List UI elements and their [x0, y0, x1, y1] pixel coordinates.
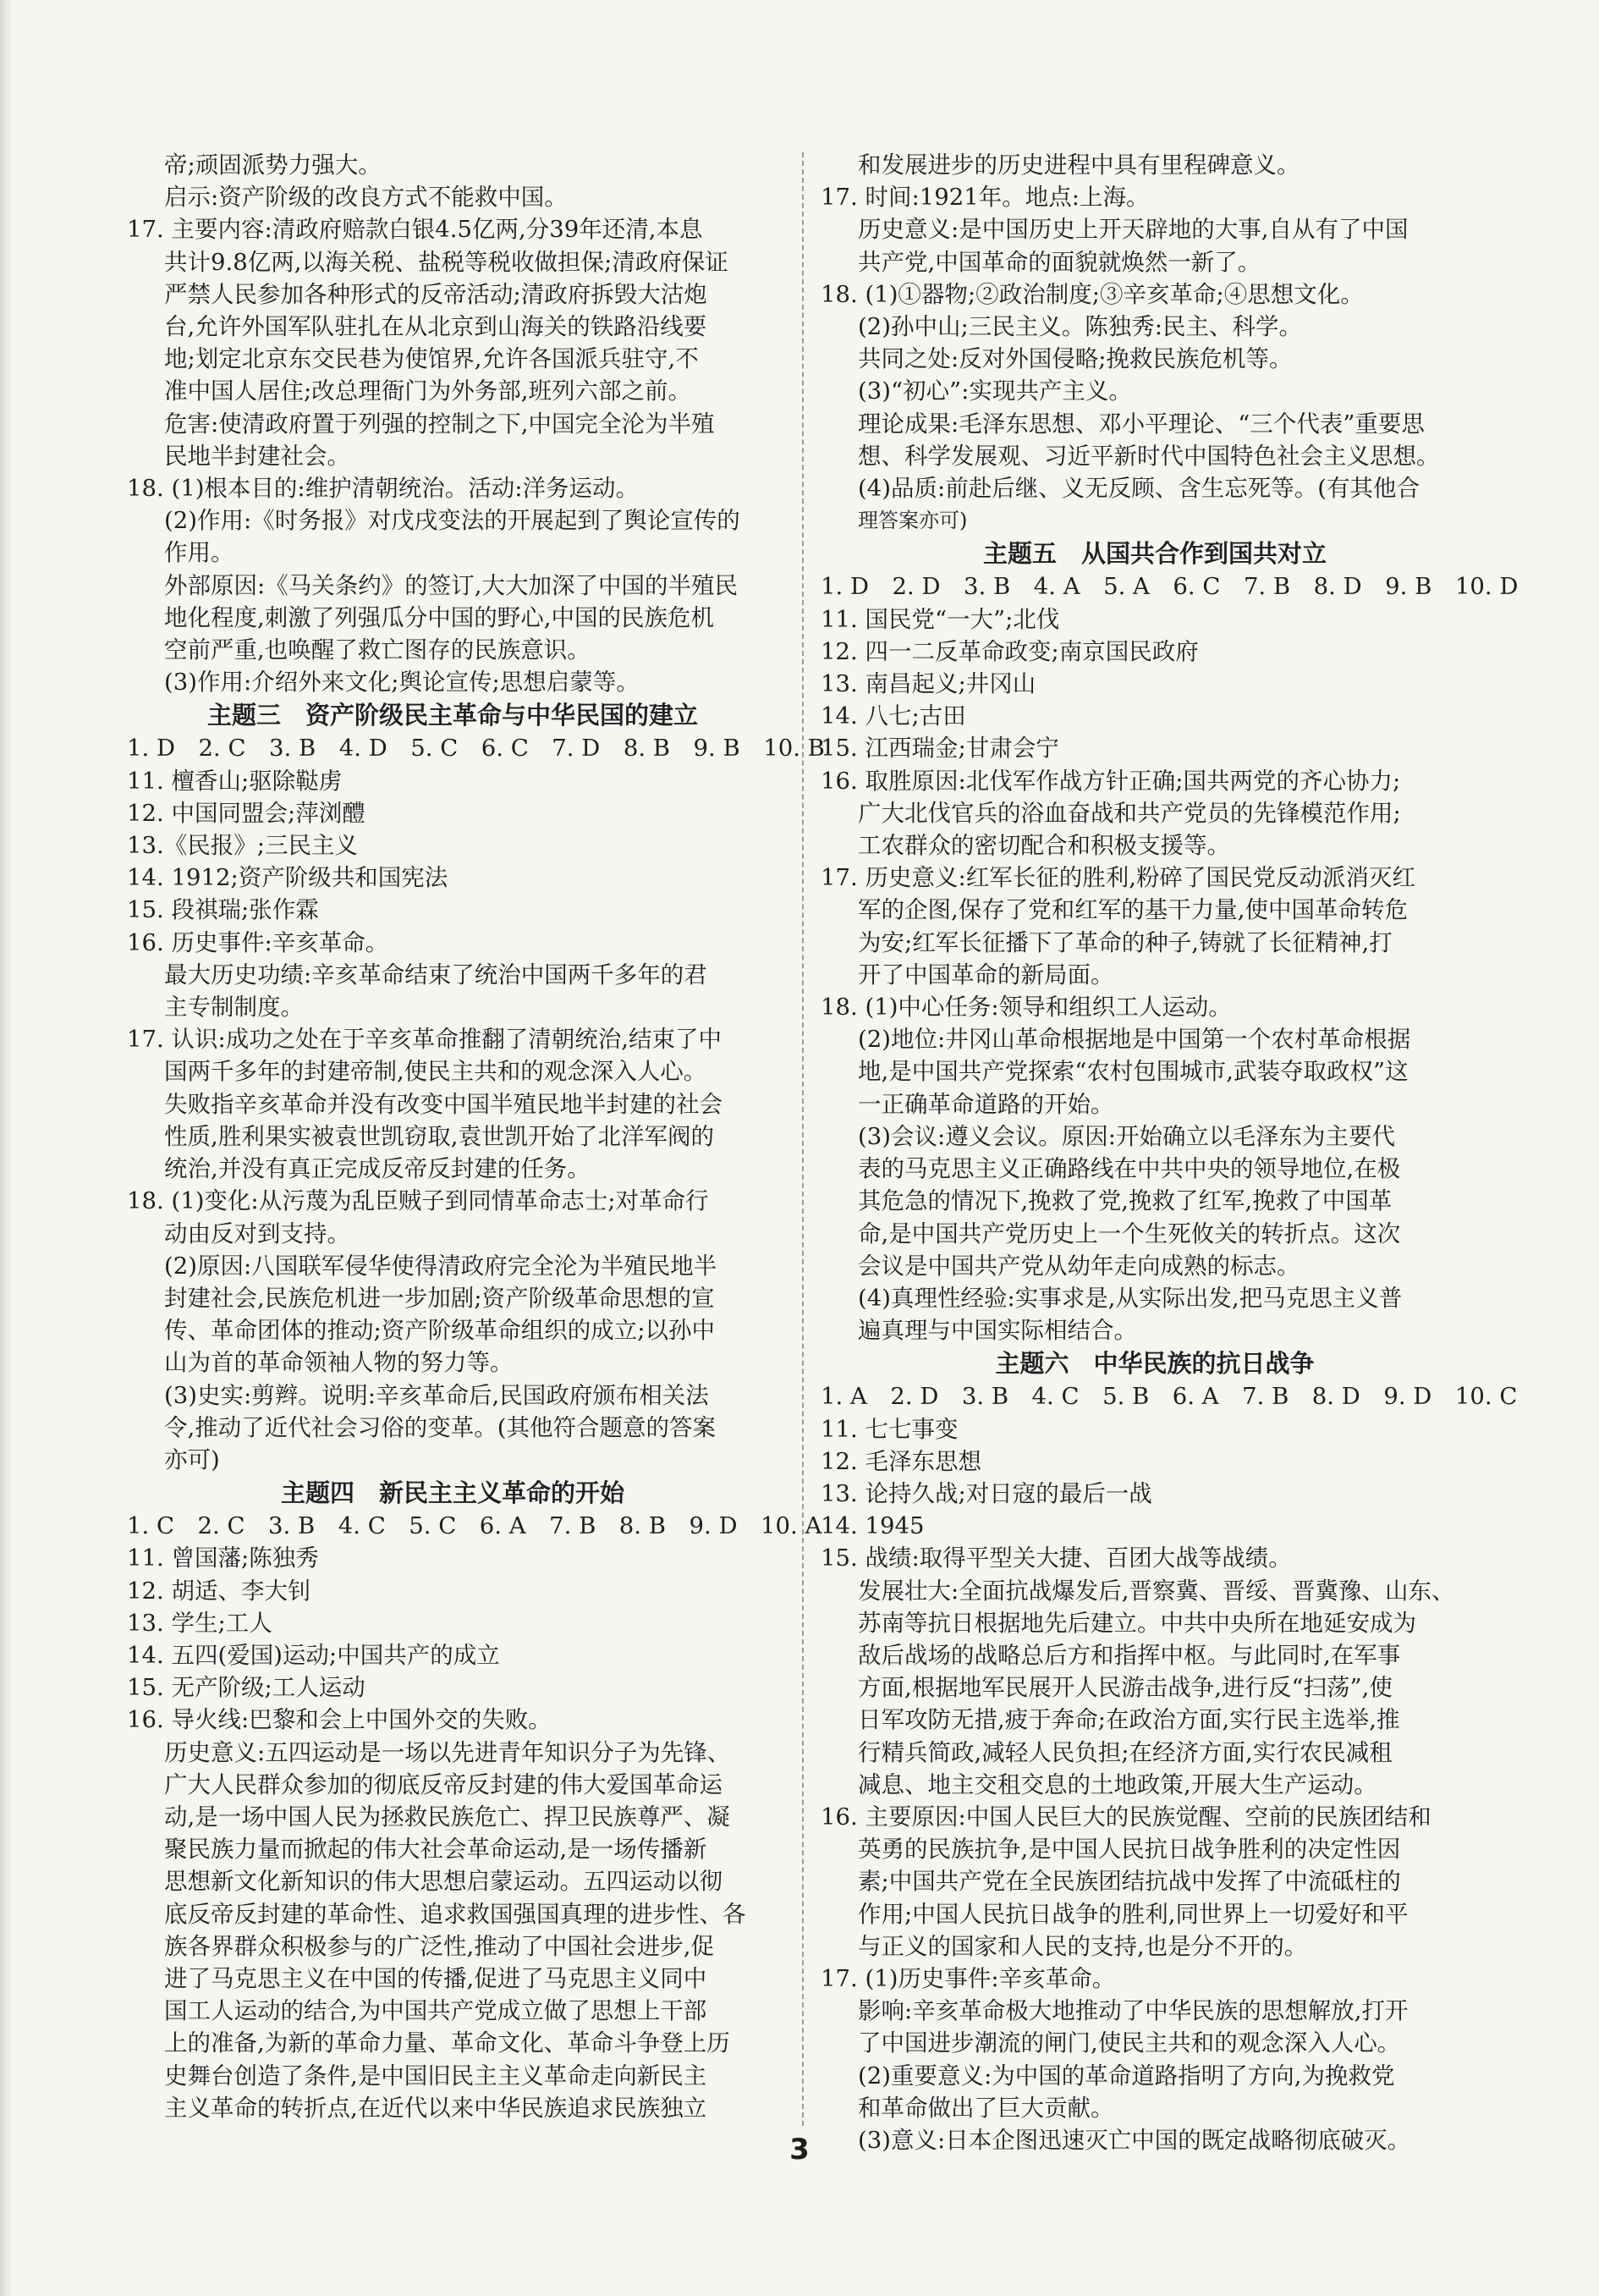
answer-line: (2)重要意义:为中国的革命道路指明了方向,为挽救党 [858, 2062, 1395, 2090]
answer-line: 16. 导火线:巴黎和会上中国外交的失败。 [127, 1706, 552, 1734]
answer-line: (3)史实:剪辫。说明:辛亥革命后,民国政府颁布相关法 [164, 1381, 709, 1409]
answer-line: 国两千多年的封建帝制,使民主共和的观念深入人心。 [164, 1058, 707, 1086]
answer-line: 进了马克思主义在中国的传播,促进了马克思主义同中 [164, 1964, 707, 1992]
answer-line: 素;中国共产党在全民族团结抗战中发挥了中流砥柱的 [858, 1868, 1401, 1896]
answer-line: 14. 八七;古田 [821, 702, 966, 730]
section-heading: 主题五 从国共合作到国共对立 [982, 539, 1327, 569]
answer-line: 13. 学生;工人 [127, 1609, 272, 1637]
answer-line: 共同之处:反对外国侵略;挽救民族危机等。 [858, 345, 1293, 373]
answer-line: 山为首的革命领袖人物的努力等。 [164, 1349, 514, 1377]
left-column [127, 149, 825, 2129]
answer-line: (2)作用:《时务报》对戊戌变法的开展起到了舆论宣传的 [164, 507, 740, 535]
answer-line: 令,推动了近代社会习俗的变革。(其他符合题意的答案 [164, 1413, 716, 1441]
answer-line: 17. (1)历史事件:辛亥革命。 [821, 1964, 1116, 1992]
answer-line: 失败指辛亥革命并没有改变中国半殖民地半封建的社会 [164, 1090, 723, 1118]
answer-line: 影响:辛亥革命极大地推动了中华民族的思想解放,打开 [858, 1997, 1409, 2025]
answer-line: 准中国人居住;改总理衙门为外务部,班列六部之前。 [164, 377, 692, 405]
answer-line: 空前严重,也唤醒了救亡图存的民族意识。 [164, 636, 591, 664]
answer-line: 了中国进步潮流的闸门,使民主共和的观念深入人心。 [858, 2029, 1401, 2057]
answer-line: 17. 认识:成功之处在于辛亥革命推翻了清朝统治,结束了中 [127, 1026, 722, 1054]
answer-line: 18. (1)变化:从污蔑为乱臣贼子到同情革命志士;对革命行 [127, 1187, 709, 1215]
answer-line: 16. 取胜原因:北伐军作战方针正确;国共两党的齐心协力; [821, 767, 1401, 795]
answer-line: 17. 历史意义:红军长征的胜利,粉碎了国民党反动派消灭红 [821, 864, 1415, 892]
answer-line: 主义革命的转折点,在近代以来中华民族追求民族独立 [164, 2094, 707, 2122]
answer-line: 启示:资产阶级的改良方式不能救中国。 [164, 184, 568, 212]
answer-line: 行精兵简政,减轻人民负担;在经济方面,实行农民减租 [858, 1738, 1393, 1766]
answer-line: 15. 战绩:取得平型关大捷、百团大战等战绩。 [821, 1544, 1292, 1572]
answer-line: 历史意义:五四运动是一场以先进青年知识分子为先锋、 [164, 1738, 731, 1766]
answer-line: 性质,胜利果实被袁世凯窃取,袁世凯开始了北洋军阀的 [164, 1122, 714, 1150]
answer-line: (3)会议:遵义会议。原因:开始确立以毛泽东为主要代 [858, 1122, 1395, 1150]
answer-line: (4)品质:前赴后继、义无反顾、含生忘死等。(有其他合 [858, 475, 1420, 503]
answer-line: 亦可) [164, 1445, 220, 1473]
right-column [821, 149, 1519, 2154]
answer-line: 15. 段祺瑞;张作霖 [127, 896, 319, 924]
answer-line: 作用;中国人民抗日战争的胜利,同世界上一切爱好和平 [858, 1900, 1409, 1928]
answer-line: 1. D 2. C 3. B 4. D 5. C 6. C 7. D 8. B 9. B 10. B [127, 735, 825, 763]
answer-line: (2)孙中山;三民主义。陈独秀:民主、科学。 [858, 313, 1302, 341]
answer-line: 严禁人民参加各种形式的反帝活动;清政府拆毁大沽炮 [164, 280, 707, 308]
answer-line: 一正确革命道路的开始。 [858, 1090, 1114, 1118]
answer-line: 帝;顽固派势力强大。 [164, 151, 382, 179]
answer-line: 与正义的国家和人民的支持,也是分不开的。 [858, 1932, 1308, 1960]
answer-line: 和革命做出了巨大贡献。 [858, 2094, 1114, 2122]
answer-line: 13. 南昌起义;井冈山 [821, 670, 1036, 698]
answer-line: 12. 四一二反革命政变;南京国民政府 [821, 637, 1199, 665]
answer-line: 会议是中国共产党从幼年走向成熟的标志。 [858, 1252, 1300, 1280]
answer-line: 15. 江西瑞金;甘肃会宁 [821, 735, 1059, 763]
answer-line: 其危急的情况下,挽救了党,挽救了红军,挽救了中国革 [858, 1187, 1393, 1215]
answer-line: (3)“初心”:实现共产主义。 [858, 377, 1132, 405]
answer-line: 理答案亦可) [858, 509, 968, 533]
answer-line: 1. D 2. D 3. B 4. A 5. A 6. C 7. B 8. D 9. B 10. D [821, 573, 1519, 601]
answer-line: 14. 1912;资产阶级共和国宪法 [127, 864, 448, 892]
answer-line: 民地半封建社会。 [164, 442, 350, 470]
answer-line: 国工人运动的结合,为中国共产党成立做了思想上干部 [164, 1997, 707, 2025]
answer-line: 16. 主要原因:中国人民巨大的民族觉醒、空前的民族团结和 [821, 1803, 1431, 1831]
answer-line: 18. (1)根本目的:维护清朝统治。活动:洋务运动。 [127, 475, 639, 503]
answer-line: (3)作用:介绍外来文化;舆论宣传;思想启蒙等。 [164, 669, 640, 697]
answer-line: 1. C 2. C 3. B 4. C 5. C 6. A 7. B 8. B 9. D 10. A [127, 1512, 822, 1540]
answer-line: 族各界群众积极参与的广泛性,推动了中国社会进步,促 [164, 1932, 714, 1960]
answer-line: 地化程度,刺激了列强瓜分中国的野心,中国的民族危机 [164, 603, 714, 631]
answer-line: 为安;红军长征播下了革命的种子,铸就了长征精神,打 [858, 928, 1393, 956]
answer-line: 1. A 2. D 3. B 4. C 5. B 6. A 7. B 8. D 9. D 10. C [821, 1383, 1518, 1411]
answer-line: (3)意义:日本企图迅速灭亡中国的既定战略彻底破灭。 [858, 2126, 1411, 2154]
answer-line: 开了中国革命的新局面。 [858, 961, 1114, 988]
answer-line: 减息、地主交租交息的土地政策,开展大生产运动。 [858, 1770, 1377, 1798]
answer-line: 18. (1)①器物;②政治制度;③辛亥革命;④思想文化。 [821, 280, 1364, 308]
answer-line: 12. 毛泽东思想 [821, 1447, 981, 1475]
answer-line: 历史意义:是中国历史上开天辟地的大事,自从有了中国 [858, 216, 1409, 244]
answer-line: 11. 檀香山;驱除鞑虏 [127, 767, 343, 795]
answer-line: 15. 无产阶级;工人运动 [127, 1674, 365, 1702]
answer-line: 14. 五四(爱国)运动;中国共产的成立 [127, 1641, 500, 1669]
answer-line: 理论成果:毛泽东思想、邓小平理论、“三个代表”重要思 [858, 410, 1425, 438]
answer-line: 和发展进步的历史进程中具有里程碑意义。 [858, 151, 1300, 179]
answer-line: 上的准备,为新的革命力量、革命文化、革命斗争登上历 [164, 2029, 730, 2057]
answer-line: 11. 七七事变 [821, 1415, 959, 1443]
answer-line: 封建社会,民族危机进一步加剧;资产阶级革命思想的宣 [164, 1284, 715, 1312]
answer-line: 13.《民报》;三民主义 [127, 832, 358, 860]
section-heading: 主题六 中华民族的抗日战争 [995, 1349, 1315, 1379]
answer-line: 12. 胡适、李大钊 [127, 1577, 311, 1605]
answer-line: 13. 论持久战;对日寇的最后一战 [821, 1479, 1152, 1507]
answer-line: 工农群众的密切配合和积极支援等。 [858, 832, 1230, 860]
answer-line: 最大历史功绩:辛亥革命结束了统治中国两千多年的君 [164, 961, 707, 988]
answer-line: 14. 1945 [821, 1512, 925, 1540]
answer-line: 想、科学发展观、习近平新时代中国特色社会主义思想。 [858, 442, 1440, 470]
answer-line: 主专制制度。 [164, 994, 304, 1021]
answer-line: 传、革命团体的推动;资产阶级革命组织的成立;以孙中 [164, 1317, 716, 1345]
answer-line: 18. (1)中心任务:领导和组织工人运动。 [821, 994, 1232, 1021]
answer-line: 遍真理与中国实际相结合。 [858, 1317, 1137, 1345]
section-heading: 主题四 新民主主义革命的开始 [280, 1478, 624, 1508]
answer-line: 广大北伐官兵的浴血奋战和共产党员的先锋模范作用; [858, 799, 1401, 827]
answer-line: 外部原因:《马关条约》的签订,大大加深了中国的半殖民 [164, 571, 739, 599]
section-heading: 主题三 资产阶级民主革命与中华民国的建立 [206, 701, 698, 730]
column-divider [802, 152, 804, 2126]
answer-line: 地;划定北京东交民巷为使馆界,允许各国派兵驻守,不 [164, 345, 699, 373]
page-number: 3 [789, 2133, 810, 2167]
answer-line: 台,允许外国军队驻扎在从北京到山海关的铁路沿线要 [164, 313, 707, 341]
answer-line: 英勇的民族抗争,是中国人民抗日战争胜利的决定性因 [858, 1836, 1401, 1864]
answer-line: (2)原因:八国联军侵华使得清政府完全沦为半殖民地半 [164, 1252, 717, 1280]
answer-line: 11. 曾国藩;陈独秀 [127, 1544, 319, 1572]
answer-line: 聚民族力量而掀起的伟大社会革命运动,是一场传播新 [164, 1836, 707, 1864]
answer-line: 史舞台创造了条件,是中国旧民主主义革命走向新民主 [164, 2062, 707, 2090]
binding-edge [0, 0, 12, 2296]
answer-line: (2)地位:井冈山革命根据地是中国第一个农村革命根据 [858, 1026, 1411, 1054]
answer-line: 危害:使清政府置于列强的控制之下,中国完全沦为半殖 [164, 410, 715, 438]
answer-line: 共产党,中国革命的面貌就焕然一新了。 [858, 248, 1261, 276]
answer-line: 底反帝反封建的革命性、追求救国强国真理的进步性、各 [164, 1900, 746, 1928]
answer-line: 命,是中国共产党历史上一个生死攸关的转折点。这次 [858, 1220, 1401, 1247]
answer-line: 动,是一场中国人民为拯救民族危亡、捍卫民族尊严、凝 [164, 1803, 730, 1831]
answer-line: 12. 中国同盟会;萍浏醴 [127, 799, 365, 827]
answer-line: 苏南等抗日根据地先后建立。中共中央所在地延安成为 [858, 1609, 1416, 1637]
answer-line: 17. 主要内容:清政府赔款白银4.5亿两,分39年还清,本息 [127, 216, 703, 244]
answer-line: 发展壮大:全面抗战爆发后,晋察冀、晋绥、晋冀豫、山东、 [858, 1577, 1455, 1605]
answer-line: 日军攻防无措,疲于奔命;在政治方面,实行民主选举,推 [858, 1706, 1400, 1734]
answer-line: (4)真理性经验:实事求是,从实际出发,把马克思主义普 [858, 1284, 1403, 1312]
answer-line: 军的企图,保存了党和红军的基干力量,使中国革命转危 [858, 896, 1408, 924]
answer-line: 思想新文化新知识的伟大思想启蒙运动。五四运动以彻 [164, 1868, 723, 1896]
answer-line: 动由反对到支持。 [164, 1220, 350, 1247]
answer-line: 作用。 [164, 539, 234, 567]
answer-line: 统治,并没有真正完成反帝反封建的任务。 [164, 1155, 591, 1183]
answer-line: 方面,根据地军民展开人民游击战争,进行反“扫荡”,使 [858, 1674, 1393, 1702]
answer-line: 17. 时间:1921年。地点:上海。 [821, 184, 1150, 212]
answer-line: 共计9.8亿两,以海关税、盐税等税收做担保;清政府保证 [164, 248, 728, 276]
answer-line: 敌后战场的战略总后方和指挥中枢。与此同时,在军事 [858, 1641, 1401, 1669]
answer-line: 11. 国民党“一大”;北伐 [821, 605, 1060, 633]
answer-line: 表的马克思主义正确路线在中共中央的领导地位,在极 [858, 1155, 1401, 1183]
answer-line: 16. 历史事件:辛亥革命。 [127, 928, 389, 956]
answer-line: 地,是中国共产党探索“农村包围城市,武装夺取政权”这 [858, 1058, 1409, 1086]
answer-line: 广大人民群众参加的彻底反帝反封建的伟大爱国革命运 [164, 1770, 723, 1798]
